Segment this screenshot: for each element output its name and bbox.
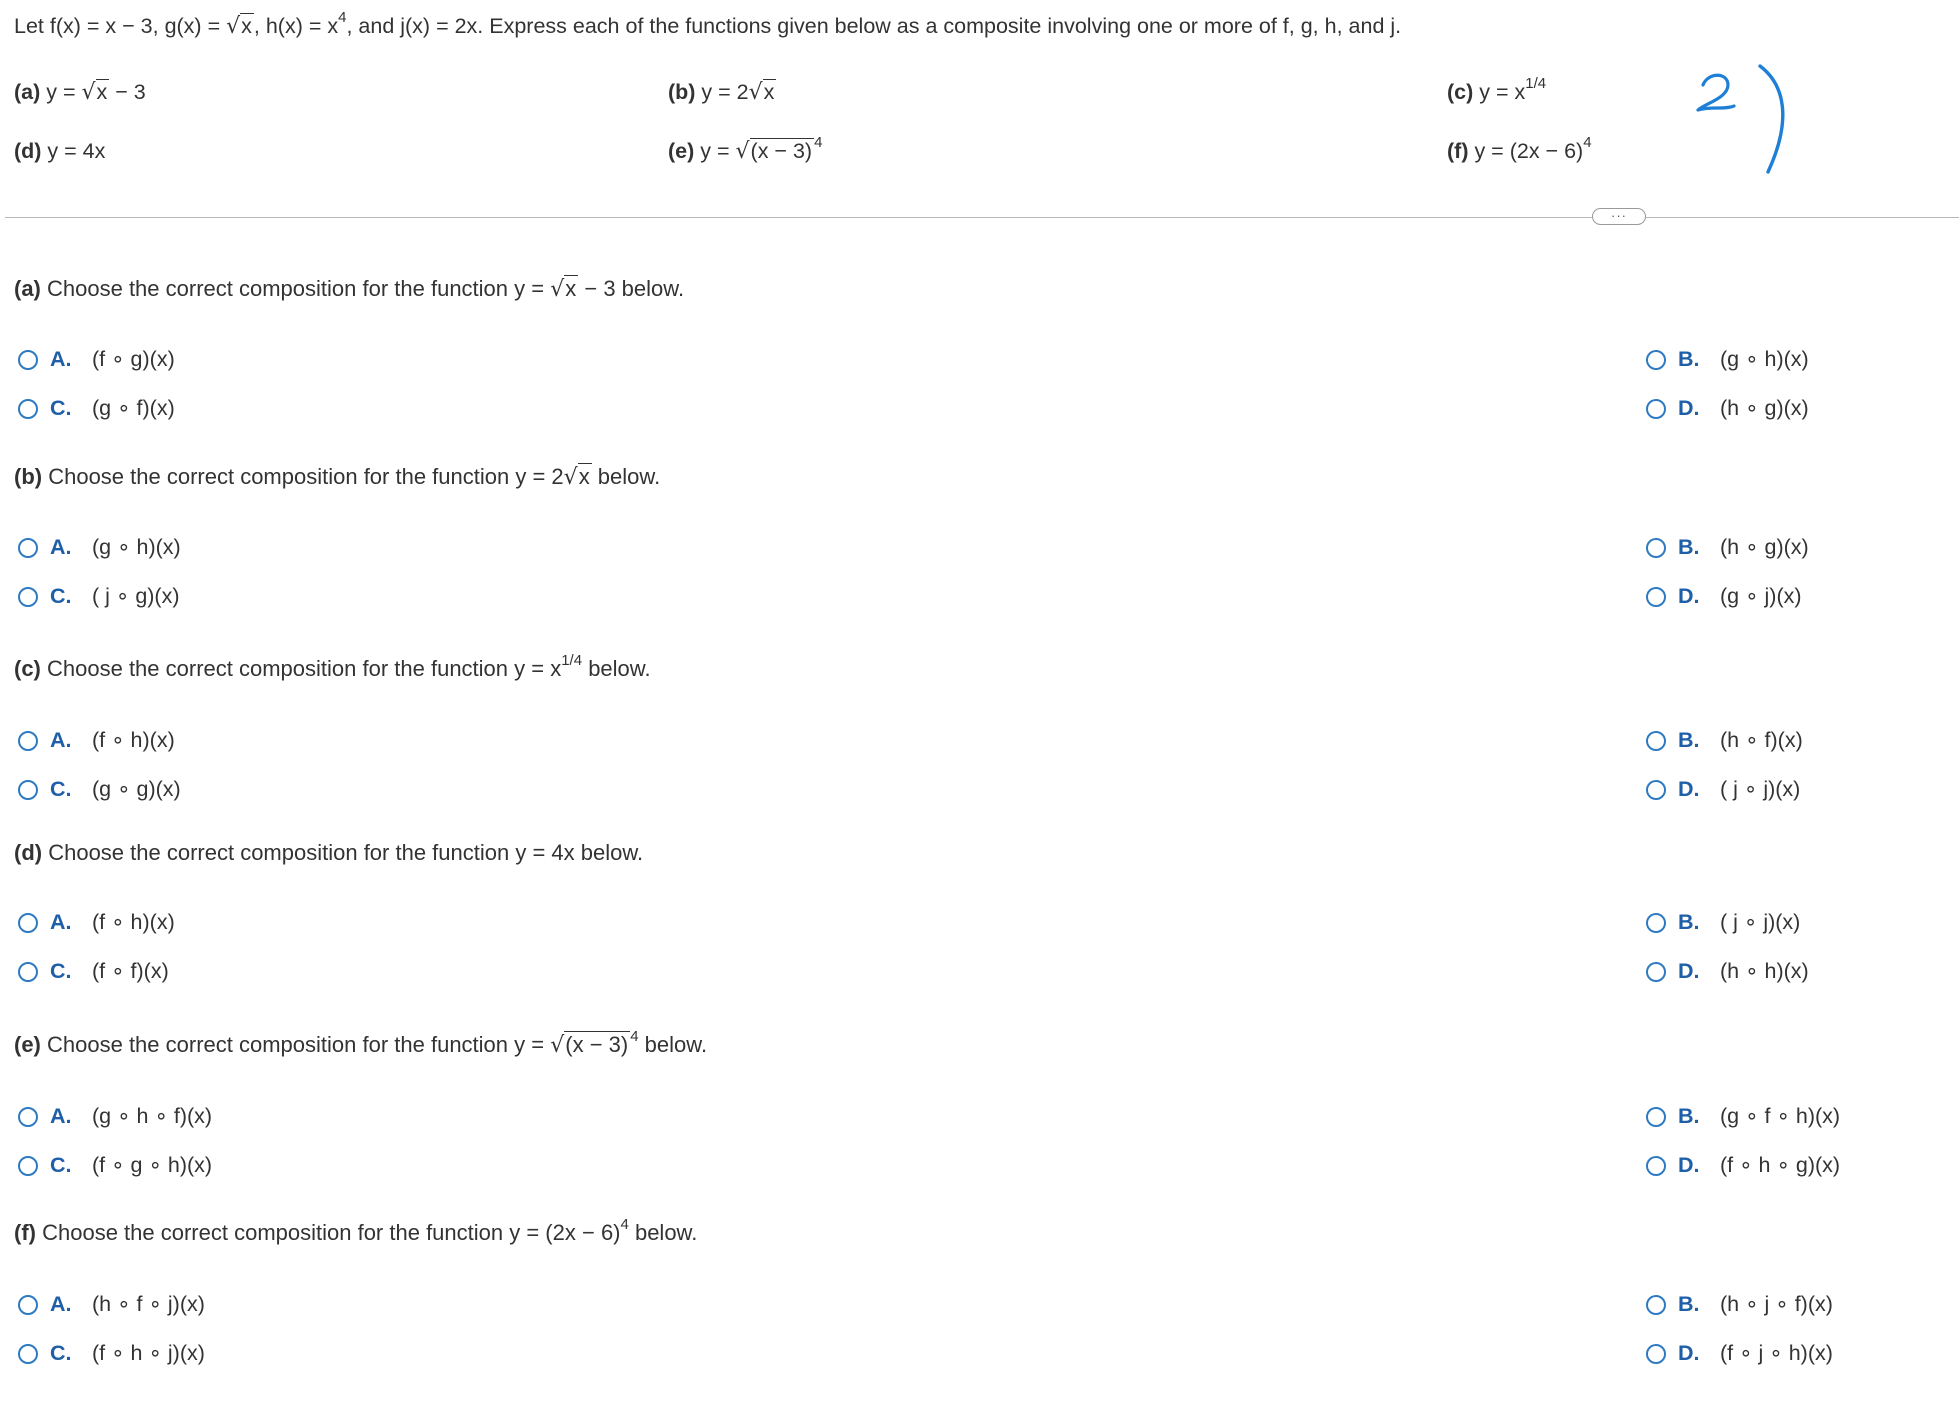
section-divider — [5, 217, 1959, 218]
option-f-C[interactable]: C. (f ∘ h ∘ j)(x) — [18, 1341, 205, 1366]
radio-button[interactable] — [1646, 731, 1666, 751]
option-c-A[interactable]: A. (f ∘ h)(x) — [18, 728, 175, 753]
option-e-C[interactable]: C. (f ∘ g ∘ h)(x) — [18, 1153, 212, 1178]
question-b: (b) Choose the correct composition for the function y = 2√x below. — [14, 464, 661, 490]
function-a: (a) y = √x − 3 — [14, 80, 146, 105]
radio-button[interactable] — [18, 913, 38, 933]
option-a-B[interactable]: B. (g ∘ h)(x) — [1646, 347, 1809, 372]
radio-button[interactable] — [18, 1107, 38, 1127]
function-c: (c) $y = x^{1/4}$ — [1447, 75, 1547, 104]
sqrt-symbol: √(x − 3) — [735, 139, 813, 164]
sqrt-symbol: √x — [226, 14, 252, 39]
function-e: (e) y = √(x − 3) $^4$ — [668, 134, 823, 164]
option-e-B[interactable]: B. (g ∘ f ∘ h)(x) — [1646, 1104, 1840, 1129]
radio-button[interactable] — [18, 350, 38, 370]
intro-suffix: , and j(x) = 2x. Express each of the functions given below as a composite involving one or more of f, g, h, and j. — [346, 14, 1402, 38]
intro-prefix: Let f(x) = x − 3, g(x) = — [14, 14, 227, 38]
problem-statement — [14, 9, 1402, 39]
option-b-D[interactable]: D. (g ∘ j)(x) — [1646, 584, 1802, 609]
sqrt-symbol: √x — [81, 80, 108, 105]
radio-button[interactable] — [18, 780, 38, 800]
option-e-A[interactable]: A. (g ∘ h ∘ f)(x) — [18, 1104, 212, 1129]
radio-button[interactable] — [1646, 913, 1666, 933]
radio-button[interactable] — [1646, 1107, 1666, 1127]
option-e-D[interactable]: D. (f ∘ h ∘ g)(x) — [1646, 1153, 1840, 1178]
radio-button[interactable] — [1646, 399, 1666, 419]
radio-button[interactable] — [1646, 538, 1666, 558]
option-f-D[interactable]: D. (f ∘ j ∘ h)(x) — [1646, 1341, 1833, 1366]
option-c-B[interactable]: B. (h ∘ f)(x) — [1646, 728, 1803, 753]
sqrt-symbol: √x — [563, 464, 590, 490]
question-f: (f) Choose the correct composition for the function $y = (2x - 6)^4$ below. — [14, 1216, 698, 1245]
radio-button[interactable] — [18, 1295, 38, 1315]
radio-button[interactable] — [18, 962, 38, 982]
radio-button[interactable] — [1646, 962, 1666, 982]
option-a-C[interactable]: C. (g ∘ f)(x) — [18, 396, 175, 421]
option-f-B[interactable]: B. (h ∘ j ∘ f)(x) — [1646, 1292, 1833, 1317]
sqrt-symbol: √(x − 3) — [550, 1032, 629, 1058]
sqrt-arg: x — [241, 14, 252, 38]
option-f-A[interactable]: A. (h ∘ f ∘ j)(x) — [18, 1292, 205, 1317]
radio-button[interactable] — [18, 538, 38, 558]
radio-button[interactable] — [18, 587, 38, 607]
question-a: (a) Choose the correct composition for the function y = √x − 3 below. — [14, 276, 685, 302]
option-d-B[interactable]: B. ( j ∘ j)(x) — [1646, 910, 1800, 935]
option-b-B[interactable]: B. (h ∘ g)(x) — [1646, 535, 1809, 560]
function-b: (b) y = 2√x — [668, 80, 775, 105]
radio-button[interactable] — [1646, 780, 1666, 800]
radio-button[interactable] — [1646, 1156, 1666, 1176]
intro-mid: , h(x) = x — [253, 14, 339, 38]
radio-button[interactable] — [18, 399, 38, 419]
question-d: (d) Choose the correct composition for the function y = 4x below. — [14, 840, 644, 865]
radio-button[interactable] — [1646, 1344, 1666, 1364]
option-d-A[interactable]: A. (f ∘ h)(x) — [18, 910, 175, 935]
radio-button[interactable] — [18, 731, 38, 751]
handwritten-annotation — [1690, 60, 1800, 180]
option-d-C[interactable]: C. (f ∘ f)(x) — [18, 959, 169, 984]
option-b-C[interactable]: C. ( j ∘ g)(x) — [18, 584, 180, 609]
radio-button[interactable] — [1646, 1295, 1666, 1315]
option-c-C[interactable]: C. (g ∘ g)(x) — [18, 777, 181, 802]
sqrt-symbol: √x — [748, 80, 775, 105]
radio-button[interactable] — [18, 1156, 38, 1176]
sqrt-symbol: √x — [550, 276, 577, 302]
function-f: (f) $y = (2x - 6)^4$ — [1447, 134, 1592, 163]
option-a-A[interactable]: A. (f ∘ g)(x) — [18, 347, 175, 372]
option-a-D[interactable]: D. (h ∘ g)(x) — [1646, 396, 1809, 421]
function-d: (d) y = 4x — [14, 139, 106, 163]
question-c: (c) Choose the correct composition for the function $y = x^{1/4}$ below. — [14, 652, 651, 681]
option-d-D[interactable]: D. (h ∘ h)(x) — [1646, 959, 1809, 984]
radio-button[interactable] — [1646, 350, 1666, 370]
option-b-A[interactable]: A. (g ∘ h)(x) — [18, 535, 181, 560]
question-e: (e) Choose the correct composition for the function y = √(x − 3) $^4$ below. — [14, 1028, 708, 1058]
expand-more-button[interactable]: ··· — [1592, 208, 1646, 225]
option-c-D[interactable]: D. ( j ∘ j)(x) — [1646, 777, 1800, 802]
radio-button[interactable] — [1646, 587, 1666, 607]
exponent: 4 — [338, 9, 347, 26]
radio-button[interactable] — [18, 1344, 38, 1364]
